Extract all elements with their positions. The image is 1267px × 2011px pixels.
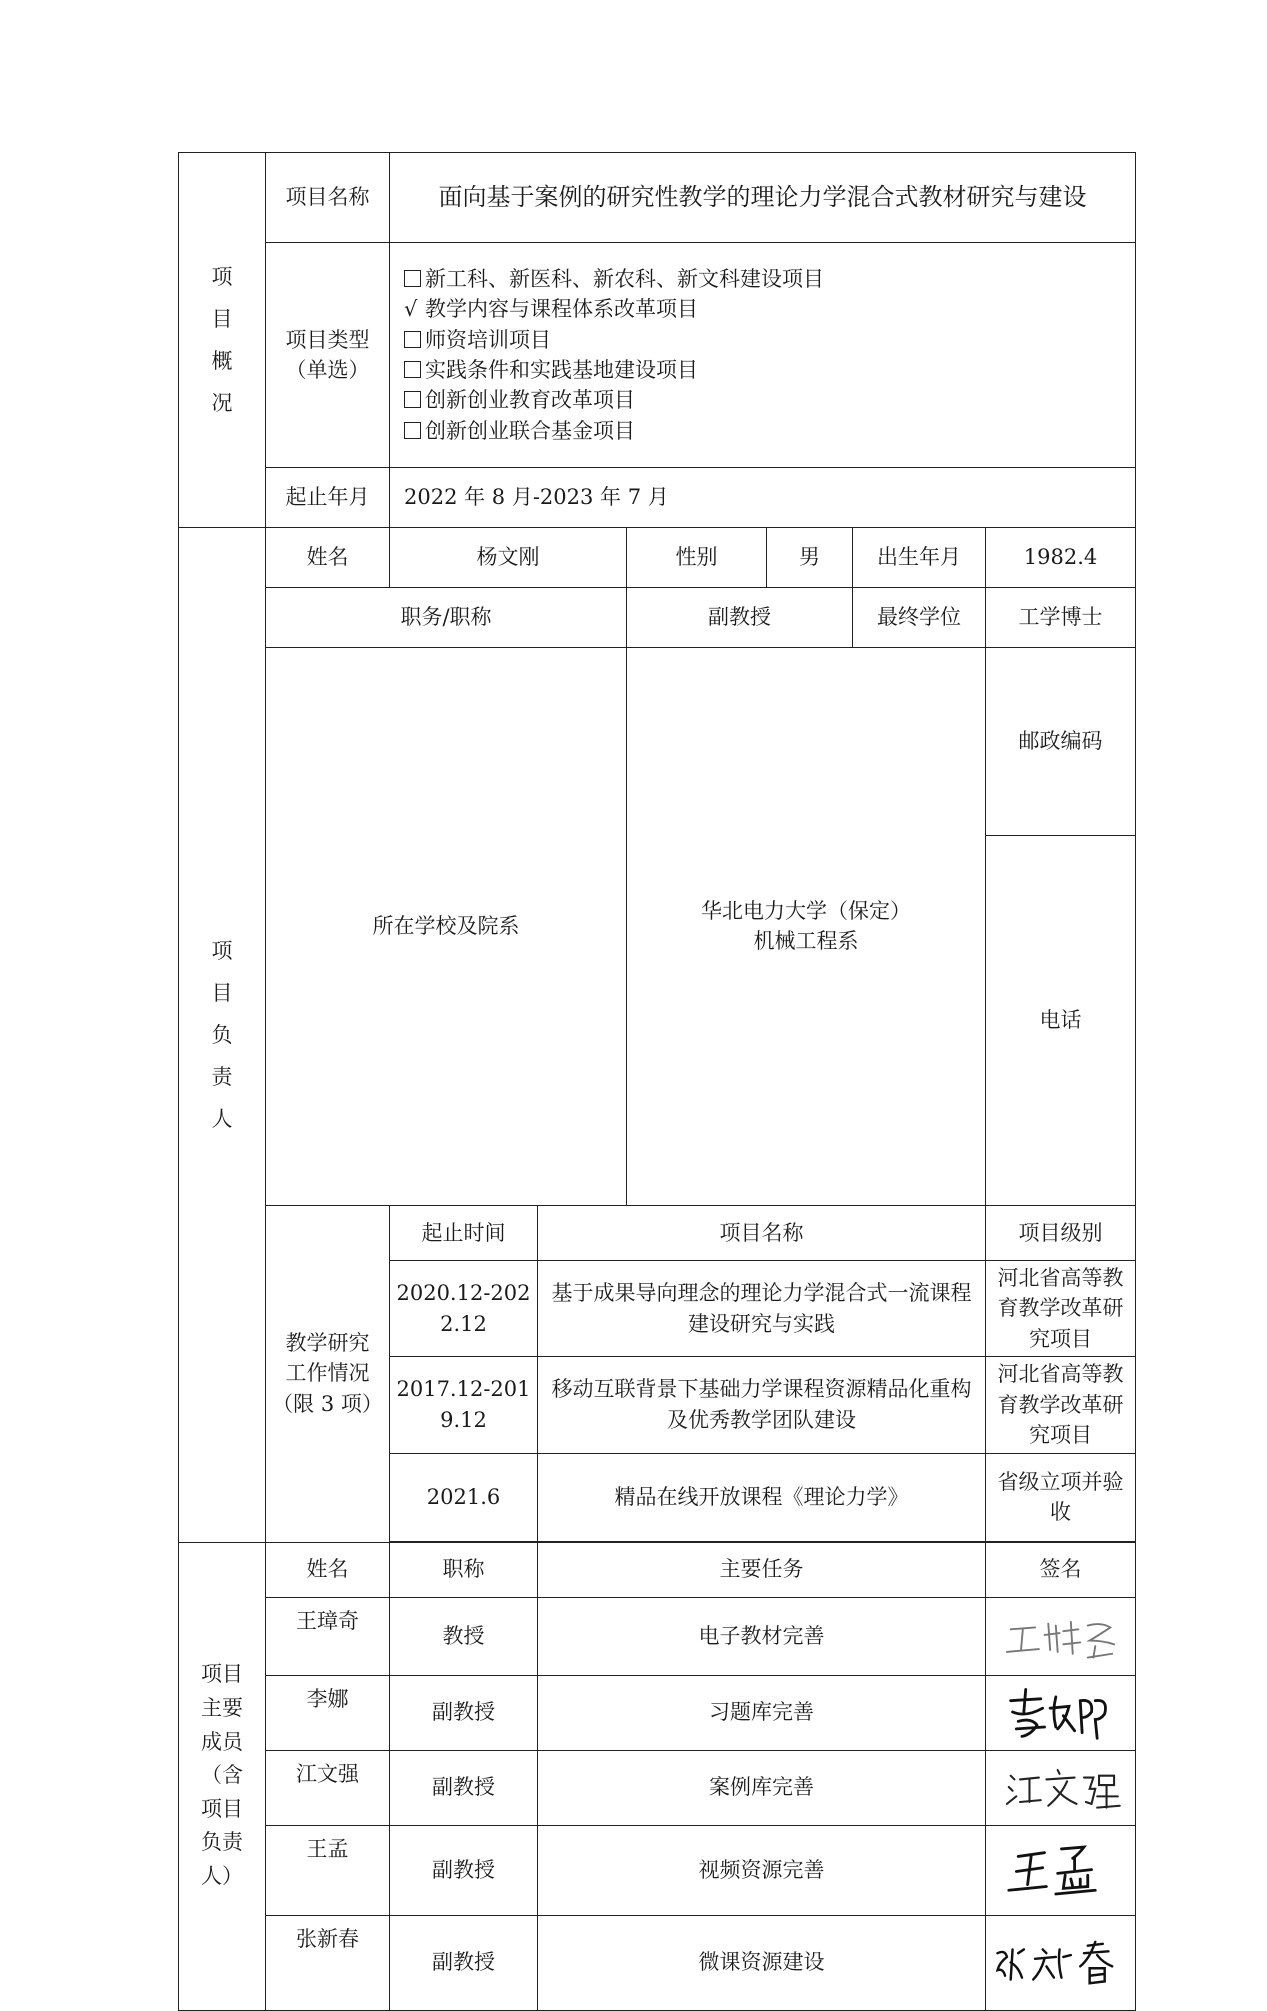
school-line2: 机械工程系 — [753, 929, 859, 954]
type-option-label: 教学内容与课程体系改革项目 — [425, 297, 698, 322]
member-title: 副教授 — [390, 1750, 538, 1825]
job-title-label: 职务/职称 — [266, 588, 627, 648]
birth-value: 1982.4 — [986, 528, 1136, 588]
research-name: 移动互联背景下基础力学课程资源精品化重构及优秀教学团队建设 — [538, 1357, 986, 1453]
research-header-level: 项目级别 — [986, 1205, 1136, 1260]
project-type-label — [266, 243, 390, 468]
school-value — [627, 648, 986, 1206]
members-section-label — [179, 1542, 266, 2010]
checkbox-icon — [404, 331, 421, 348]
research-label-line2: 工作情况 — [285, 1361, 370, 1386]
gender-value: 男 — [767, 528, 853, 588]
school-label: 所在学校及院系 — [266, 648, 627, 1206]
member-task: 电子教材完善 — [538, 1597, 986, 1675]
period-value: 2022 年 8 月-2023 年 7 月 — [390, 468, 1136, 528]
members-header-name: 姓名 — [266, 1542, 390, 1597]
members-header-task: 主要任务 — [538, 1542, 986, 1597]
signature-image-li-na — [990, 1680, 1131, 1746]
period-label: 起止年月 — [266, 468, 390, 528]
leader-section-text: 项目负责人 — [211, 938, 233, 1131]
type-option-selected[interactable] — [404, 294, 1131, 324]
type-option-label: 实践条件和实践基地建设项目 — [425, 358, 698, 382]
type-option[interactable] — [404, 416, 1131, 446]
research-name: 精品在线开放课程《理论力学》 — [538, 1453, 986, 1541]
overview-section-label — [179, 153, 266, 528]
type-option-label: 师资培训项目 — [425, 327, 551, 352]
type-option[interactable] — [404, 385, 1131, 415]
signature-image-zhang-xinchun — [990, 1925, 1131, 2000]
research-label — [266, 1205, 390, 1542]
member-title: 副教授 — [390, 1915, 538, 2010]
postcode-label: 邮政编码 — [986, 648, 1136, 836]
type-option[interactable] — [404, 355, 1131, 385]
degree-value: 工学博士 — [986, 588, 1136, 648]
leader-name-label: 姓名 — [266, 528, 390, 588]
type-option[interactable] — [404, 264, 1131, 294]
job-title-value: 副教授 — [627, 588, 853, 648]
members-header-signature: 签名 — [986, 1542, 1136, 1597]
signature-image-jiang-wenqiang — [990, 1755, 1131, 1821]
type-option-label: 创新创业联合基金项目 — [425, 418, 635, 443]
research-level: 河北省高等教育教学改革研究项目 — [986, 1357, 1136, 1453]
member-name: 李娜 — [266, 1675, 390, 1750]
research-header-period: 起止时间 — [390, 1205, 538, 1260]
type-option[interactable] — [404, 325, 1131, 355]
members-header-title: 职称 — [390, 1542, 538, 1597]
phone-label: 电话 — [986, 835, 1136, 1205]
project-name-value: 面向基于案例的研究性教学的理论力学混合式教材研究与建设 — [390, 153, 1136, 243]
member-name: 王璋奇 — [266, 1597, 390, 1675]
member-signature — [986, 1675, 1136, 1750]
type-option-label: 新工科、新医科、新农科、新文科建设项目 — [425, 266, 824, 291]
research-period: 2020.12-2022.12 — [390, 1260, 538, 1356]
member-name: 张新春 — [266, 1915, 390, 2010]
member-name: 王孟 — [266, 1825, 390, 1915]
member-signature — [986, 1915, 1136, 2010]
overview-section-text: 项目概况 — [211, 265, 233, 415]
research-name: 基于成果导向理念的理论力学混合式一流课程建设研究与实践 — [538, 1260, 986, 1356]
project-name-label: 项目名称 — [266, 153, 390, 243]
degree-label: 最终学位 — [853, 588, 986, 648]
research-label-line3: （限 3 项） — [272, 1391, 383, 1416]
checkbox-icon — [404, 391, 421, 408]
research-level: 河北省高等教育教学改革研究项目 — [986, 1260, 1136, 1356]
research-level: 省级立项并验收 — [986, 1453, 1136, 1541]
birth-label: 出生年月 — [853, 528, 986, 588]
member-task: 视频资源完善 — [538, 1825, 986, 1915]
signature-image-wang-meng — [990, 1832, 1131, 1907]
gender-label: 性别 — [627, 528, 767, 588]
member-signature — [986, 1825, 1136, 1915]
checkbox-icon — [404, 361, 421, 378]
checkbox-icon — [404, 270, 421, 287]
member-task: 习题库完善 — [538, 1675, 986, 1750]
member-title: 副教授 — [390, 1825, 538, 1915]
research-label-line1: 教学研究 — [285, 1331, 370, 1356]
member-signature — [986, 1750, 1136, 1825]
member-title: 教授 — [390, 1597, 538, 1675]
member-task: 案例库完善 — [538, 1750, 986, 1825]
type-option-label: 创新创业教育改革项目 — [425, 388, 635, 413]
leader-name-value: 杨文刚 — [390, 528, 627, 588]
research-header-name: 项目名称 — [538, 1205, 986, 1260]
members-section-text: 项目主要成员（含项目负责人） — [201, 1662, 243, 1888]
research-period: 2021.6 — [390, 1453, 538, 1541]
project-type-label-line2: （单选） — [285, 358, 370, 382]
member-signature — [986, 1597, 1136, 1675]
leader-section-label — [179, 528, 266, 1543]
project-type-options — [390, 243, 1136, 468]
checkmark-icon: √ — [404, 297, 418, 322]
project-type-label-line1: 项目类型 — [285, 327, 370, 352]
research-period: 2017.12-2019.12 — [390, 1357, 538, 1453]
project-application-table — [178, 152, 1136, 2011]
signature-image-wang-zhangqi — [990, 1603, 1131, 1669]
member-task: 微课资源建设 — [538, 1915, 986, 2010]
checkbox-icon — [404, 422, 421, 439]
member-title: 副教授 — [390, 1675, 538, 1750]
school-line1: 华北电力大学（保定） — [701, 899, 911, 923]
member-name: 江文强 — [266, 1750, 390, 1825]
